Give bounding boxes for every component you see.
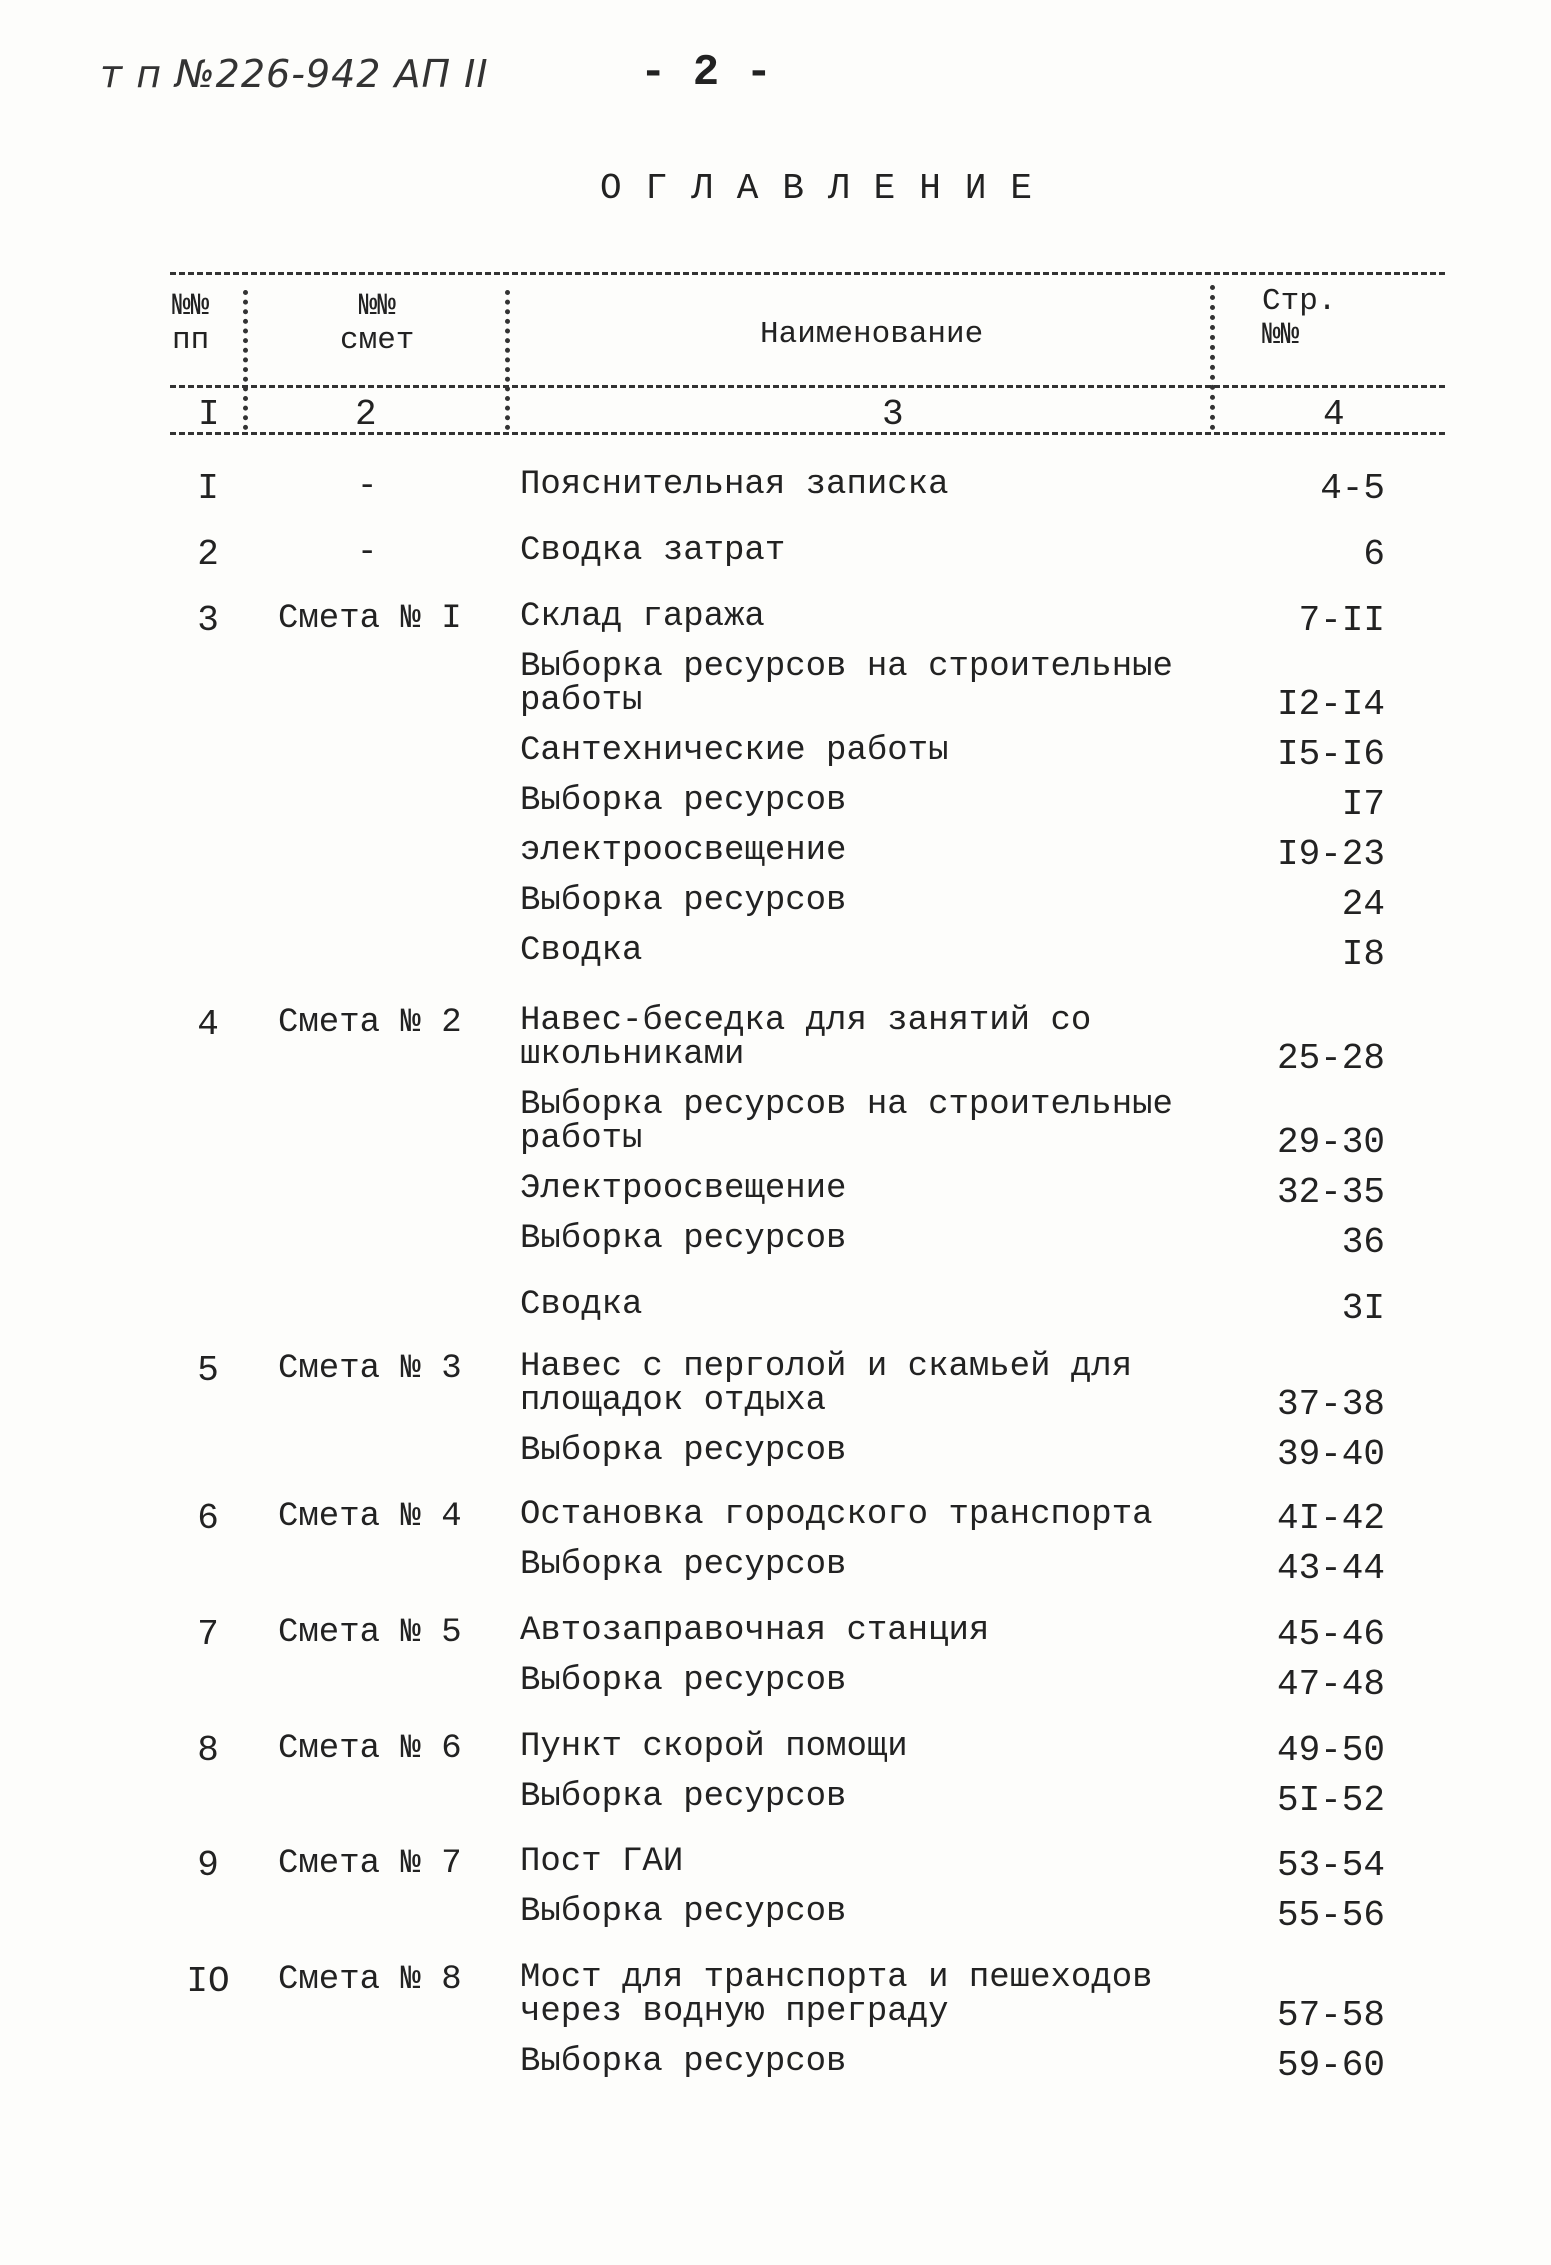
row-item-title: Навес с перголой и скамьей для площадок отдыха	[520, 1348, 1133, 1420]
row-item-page: 6	[1363, 534, 1385, 575]
row-smeta: Смета № 6	[278, 1730, 462, 1768]
row-item-page: I5-I6	[1276, 734, 1385, 775]
row-item-page: 57-58	[1276, 1995, 1385, 2036]
row-item-title: Пункт скорой помощи	[520, 1728, 908, 1766]
row-item-page: 55-56	[1276, 1895, 1385, 1936]
row-item-page: 45-46	[1276, 1614, 1385, 1655]
row-smeta: Смета № 3	[278, 1350, 462, 1388]
col-number-3: 3	[882, 394, 904, 435]
row-smeta: Смета № 8	[278, 1961, 462, 1999]
row-item-page: 29-30	[1276, 1122, 1385, 1163]
row-item-page: 25-28	[1276, 1038, 1385, 1079]
row-smeta: Смета № I	[278, 600, 462, 638]
row-item-page: I7	[1341, 784, 1385, 825]
row-number: I	[197, 468, 219, 509]
row-item-title: Пояснительная записка	[520, 466, 949, 504]
row-item-page: 59-60	[1276, 2045, 1385, 2086]
row-item-page: I2-I4	[1276, 684, 1385, 725]
row-item-title: Сводка	[520, 932, 643, 970]
row-smeta: Смета № 2	[278, 1004, 462, 1042]
row-item-title: Сводка	[520, 1286, 643, 1324]
row-item-title: Выборка ресурсов	[520, 882, 847, 920]
row-item-page: 4I-42	[1276, 1498, 1385, 1539]
row-item-page: 47-48	[1276, 1664, 1385, 1705]
row-smeta: Смета № 5	[278, 1614, 462, 1652]
row-item-title: Выборка ресурсов	[520, 2043, 847, 2081]
row-item-title: Мост для транспорта и пешеходов через водную преграду	[520, 1959, 1153, 2031]
row-item-page: 4-5	[1320, 468, 1385, 509]
row-item-title: Электроосвещение	[520, 1170, 847, 1208]
row-item-page: 43-44	[1276, 1548, 1385, 1589]
row-item-title: Выборка ресурсов на строительные работы	[520, 1086, 1173, 1158]
row-item-page: 36	[1341, 1222, 1385, 1263]
col-number-1: I	[198, 394, 220, 435]
header-page: Стр. №№	[1262, 284, 1337, 353]
header-name: Наименование	[760, 317, 984, 352]
row-item-page: I8	[1341, 934, 1385, 975]
row-item-title: Выборка ресурсов	[520, 1662, 847, 1700]
header-smet: №№ смет	[340, 289, 415, 358]
row-smeta: -	[357, 468, 378, 506]
row-item-title: Выборка ресурсов	[520, 1432, 847, 1470]
row-item-title: электроосвещение	[520, 832, 847, 870]
row-item-page: 3I	[1341, 1288, 1385, 1329]
row-item-page: 24	[1341, 884, 1385, 925]
row-smeta: Смета № 7	[278, 1845, 462, 1883]
row-item-title: Остановка городского транспорта	[520, 1496, 1153, 1534]
row-smeta: Смета № 4	[278, 1498, 462, 1536]
row-smeta: -	[357, 534, 378, 572]
row-item-title: Автозаправочная станция	[520, 1612, 990, 1650]
row-item-title: Навес-беседка для занятий со школьниками	[520, 1002, 1092, 1074]
row-item-title: Выборка ресурсов	[520, 1546, 847, 1584]
row-item-title: Сантехнические работы	[520, 732, 949, 770]
row-item-title: Пост ГАИ	[520, 1843, 684, 1881]
row-number: 3	[197, 600, 219, 641]
row-item-page: 32-35	[1276, 1172, 1385, 1213]
row-item-title: Склад гаража	[520, 598, 765, 636]
row-item-page: I9-23	[1276, 834, 1385, 875]
row-item-title: Выборка ресурсов	[520, 782, 847, 820]
col-number-2: 2	[355, 394, 377, 435]
row-item-title: Сводка затрат	[520, 532, 786, 570]
page-title: ОГЛАВЛЕНИЕ	[600, 168, 1057, 209]
col-separator-3	[1210, 285, 1215, 430]
row-item-page: 49-50	[1276, 1730, 1385, 1771]
page-number: - 2 -	[640, 48, 773, 98]
row-item-title: Выборка ресурсов	[520, 1220, 847, 1258]
row-number: 8	[197, 1730, 219, 1771]
row-item-page: 39-40	[1276, 1434, 1385, 1475]
row-number: 5	[197, 1350, 219, 1391]
row-number: IO	[186, 1961, 230, 2002]
header-pp: №№ пп	[172, 289, 210, 358]
row-number: 4	[197, 1004, 219, 1045]
header-top-rule	[170, 272, 1445, 275]
row-item-page: 5I-52	[1276, 1780, 1385, 1821]
row-number: 7	[197, 1614, 219, 1655]
row-item-page: 37-38	[1276, 1384, 1385, 1425]
row-item-title: Выборка ресурсов на строительные работы	[520, 648, 1173, 720]
row-item-title: Выборка ресурсов	[520, 1893, 847, 1931]
document-code: т п №226-942 АП II	[100, 52, 489, 96]
row-item-page: 53-54	[1276, 1845, 1385, 1886]
col-number-4: 4	[1323, 394, 1345, 435]
row-number: 9	[197, 1845, 219, 1886]
col-separator-2	[505, 290, 510, 430]
row-number: 2	[197, 534, 219, 575]
row-item-title: Выборка ресурсов	[520, 1778, 847, 1816]
row-item-page: 7-II	[1298, 600, 1385, 641]
col-separator-1	[243, 290, 248, 430]
row-number: 6	[197, 1498, 219, 1539]
header-mid-rule	[170, 385, 1445, 388]
